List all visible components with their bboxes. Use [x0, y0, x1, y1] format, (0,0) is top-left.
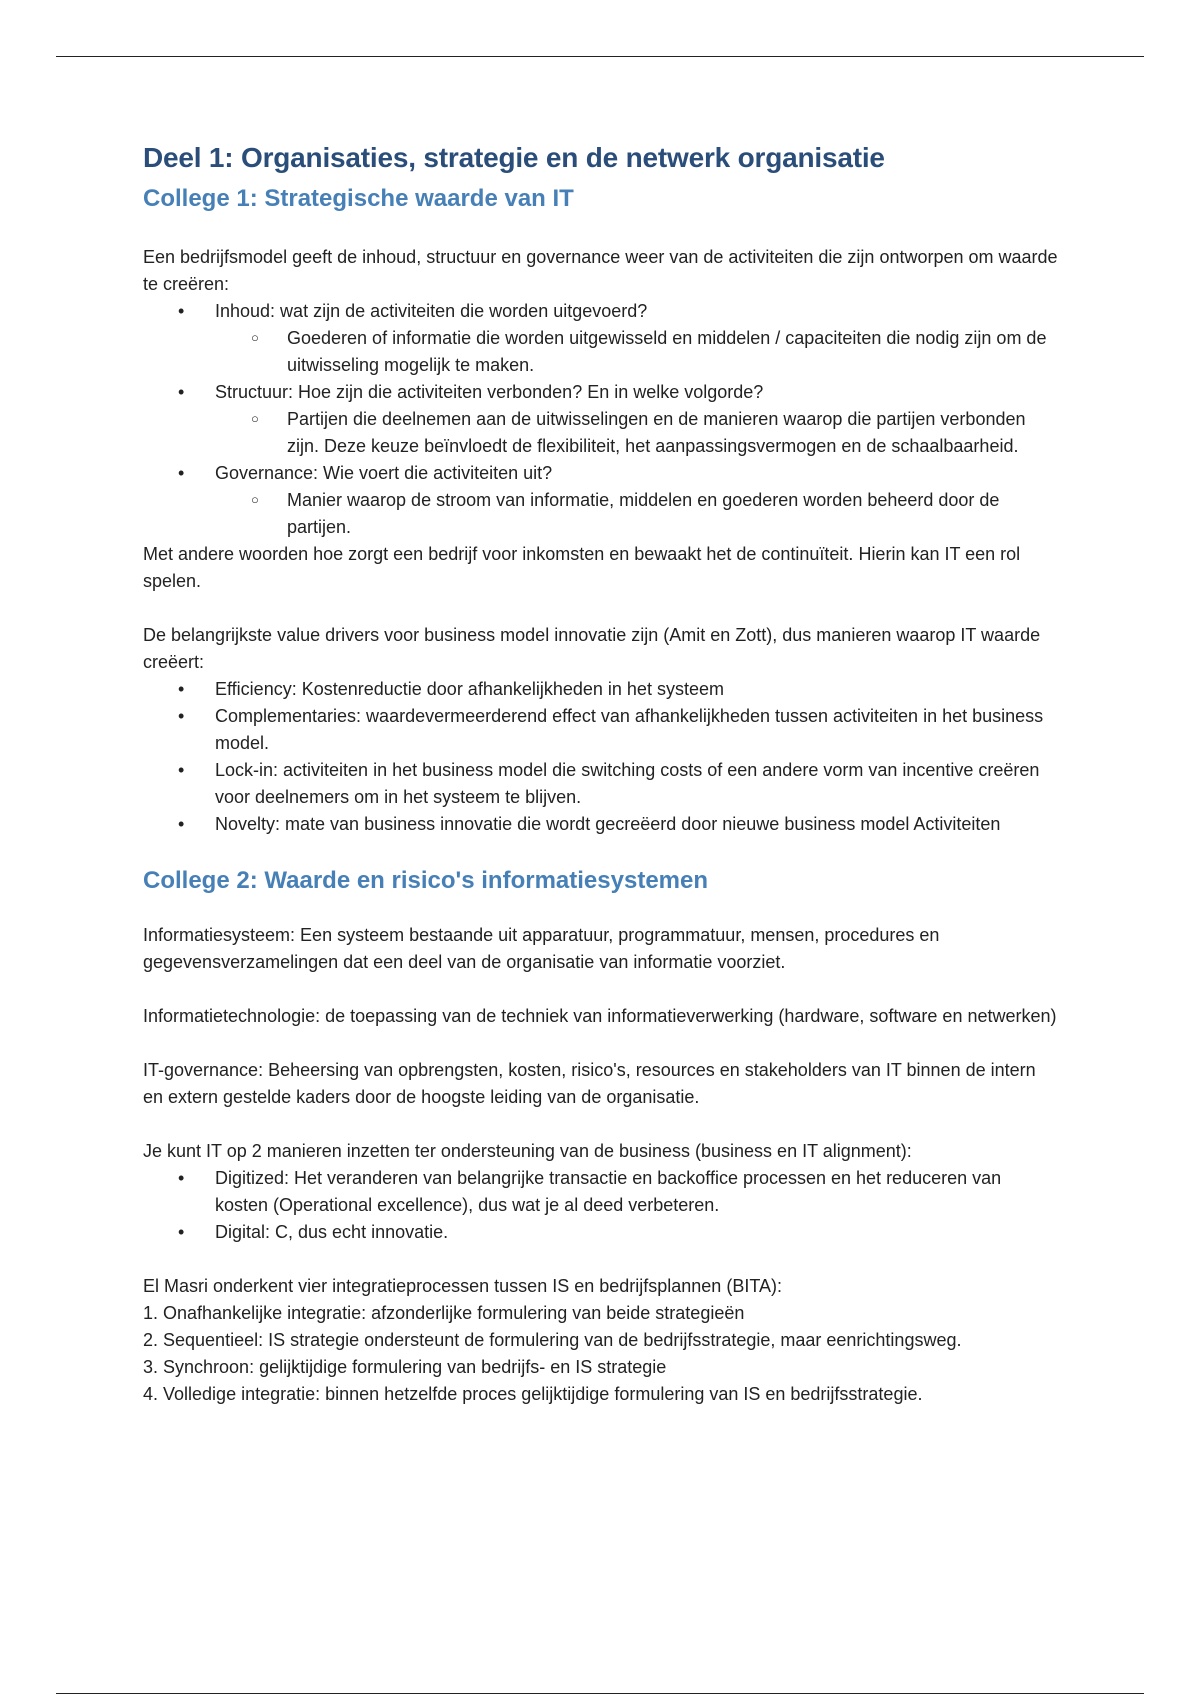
paragraph-informatietechnologie: Informatietechnologie: de toepassing van de techniek van informatieverwerking (hardware, software en netwerken) — [143, 1006, 1057, 1026]
paragraph-inkomsten: Met andere woorden hoe zorgt een bedrijf voor inkomsten en bewaakt het de continuïteit. Hierin kan IT een rol spelen. — [143, 544, 1021, 591]
list-item: • Efficiency: Kostenreductie door afhankelijkheden in het systeem — [143, 676, 1058, 703]
paragraph-bedrijfsmodel: Een bedrijfsmodel geeft de inhoud, structuur en governance weer van de activiteiten die zijn ontworpen om waarde te creëren: — [143, 247, 1058, 294]
list-item: • Complementaries: waardevermeerderend effect van afhankelijkheden tussen activiteiten in het business model. — [143, 703, 1058, 757]
bullet-list-alignment — [143, 1165, 1058, 1246]
list-item: 3. Synchroon: gelijktijdige formulering van bedrijfs- en IS strategie — [143, 1357, 667, 1377]
sub-list — [215, 487, 1058, 541]
section-heading-college-2: College 2: Waarde en risico's informatiesystemen — [143, 867, 709, 894]
footer-rule — [56, 1693, 1144, 1694]
list-item — [143, 460, 1058, 541]
list-item: • Digital: C, dus echt innovatie. — [143, 1219, 1058, 1246]
list-item: • Novelty: mate van business innovatie die wordt gecreëerd door nieuwe business model Activiteiten — [143, 811, 1058, 838]
sub-list — [215, 325, 1058, 379]
paragraph-bita: El Masri onderkent vier integratieprocessen tussen IS en bedrijfsplannen (BITA): — [143, 1276, 782, 1296]
page-title: Deel 1: Organisaties, strategie en de netwerk organisatie — [143, 142, 885, 173]
sub-list-item: ○ Manier waarop de stroom van informatie, middelen en goederen worden beheerd door de partijen. — [215, 487, 1058, 541]
bullet-list-bedrijfsmodel — [143, 298, 1058, 541]
sub-list — [215, 406, 1058, 460]
document-body — [143, 140, 1058, 1408]
list-item: • Digitized: Het veranderen van belangrijke transactie en backoffice processen en het reduceren van kosten (Operational excellence), dus wat je al deed verbeteren. — [143, 1165, 1058, 1219]
sub-list-item: ○ Partijen die deelnemen aan de uitwisselingen en de manieren waarop die partijen verbonden zijn. Deze keuze beïnvloedt de flexibiliteit, het aanpassingsvermogen en de schaalbaarheid. — [215, 406, 1058, 460]
paragraph-alignment: Je kunt IT op 2 manieren inzetten ter ondersteuning van de business (business en IT alignment): — [143, 1141, 912, 1161]
section-heading-college-1: College 1: Strategische waarde van IT — [143, 185, 574, 212]
list-item: 1. Onafhankelijke integratie: afzonderlijke formulering van beide strategieën — [143, 1303, 745, 1323]
list-item-text: Structuur: Hoe zijn die activiteiten verbonden? En in welke volgorde? — [215, 382, 764, 402]
list-item-text: Governance: Wie voert die activiteiten uit? — [215, 463, 553, 483]
list-item: 2. Sequentieel: IS strategie ondersteunt de formulering van de bedrijfsstrategie, maar eenrichtingsweg. — [143, 1330, 962, 1350]
header-rule — [56, 56, 1144, 57]
list-item: 4. Volledige integratie: binnen hetzelfde proces gelijktijdige formulering van IS en bedrijfsstrategie. — [143, 1384, 923, 1404]
numbered-list-bita — [143, 1300, 1058, 1408]
list-item — [143, 298, 1058, 379]
paragraph-value-drivers: De belangrijkste value drivers voor business model innovatie zijn (Amit en Zott), dus manieren waarop IT waarde creëert: — [143, 625, 1041, 672]
paragraph-it-governance: IT-governance: Beheersing van opbrengsten, kosten, risico's, resources en stakeholders van IT binnen de intern en extern gestelde kaders door de hoogste leiding van de organisatie. — [143, 1060, 1036, 1107]
list-item: • Lock-in: activiteiten in het business model die switching costs of een andere vorm van incentive creëren voor deelnemers om in het systeem te blijven. — [143, 757, 1058, 811]
sub-list-item: ○ Goederen of informatie die worden uitgewisseld en middelen / capaciteiten die nodig zijn om de uitwisseling mogelijk te maken. — [215, 325, 1058, 379]
bullet-list-value-drivers — [143, 676, 1058, 838]
list-item-text: Inhoud: wat zijn de activiteiten die worden uitgevoerd? — [215, 301, 648, 321]
list-item — [143, 379, 1058, 460]
paragraph-informatiesysteem: Informatiesysteem: Een systeem bestaande uit apparatuur, programmatuur, mensen, procedures en gegevensverzamelingen dat een deel van de organisatie van informatie voorziet. — [143, 925, 940, 972]
